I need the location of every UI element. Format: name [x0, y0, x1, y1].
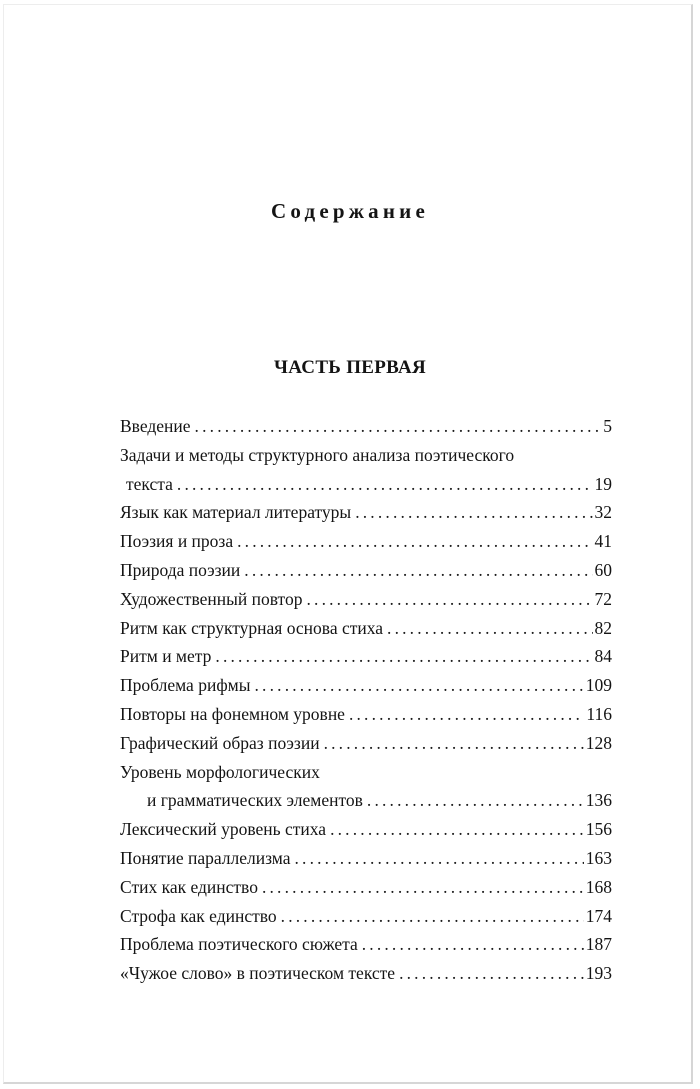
toc-entry-title: «Чужое слово» в поэтическом тексте [120, 963, 396, 984]
toc-dot-leader [244, 556, 592, 585]
toc-entry-title: Язык как материал литературы [120, 502, 352, 523]
toc-entry-title: Понятие параллелизма [120, 847, 291, 868]
part-title: ЧАСТЬ ПЕРВАЯ [273, 357, 426, 378]
toc-entry-title: Строфа как единство [120, 905, 277, 926]
toc-entry [120, 844, 612, 873]
toc-entry-title-line: Уровень морфологических [120, 761, 320, 782]
toc-dot-leader [195, 412, 602, 441]
toc-dot-leader [177, 470, 593, 499]
toc-dot-leader [237, 527, 592, 556]
toc-entry-title: Проблема рифмы [120, 675, 251, 696]
toc-page-number: 174 [585, 905, 612, 926]
toc-entry [120, 902, 612, 931]
toc-entry-title-line: Задачи и методы структурного анализа поэтического [120, 444, 515, 465]
toc-entry-title: Стих как единство [120, 876, 258, 897]
toc-entry [120, 729, 612, 758]
toc-page-number: 128 [585, 732, 612, 753]
toc-entry-title: Лексический уровень стиха [120, 819, 327, 840]
toc-page-number: 60 [594, 559, 612, 580]
toc-dot-leader [294, 844, 583, 873]
toc-dot-leader [330, 815, 584, 844]
toc-dot-leader [387, 614, 592, 643]
toc-dot-leader [306, 585, 592, 614]
toc-entry [120, 671, 612, 700]
toc-entry-title: Графический образ поэзии [120, 732, 320, 753]
toc-page-number: 41 [594, 531, 612, 552]
toc-entry [120, 642, 612, 671]
toc-page-number: 168 [585, 876, 612, 897]
toc-page-number: 136 [585, 790, 612, 811]
toc-entry [120, 786, 612, 815]
toc-page-number: 187 [585, 934, 612, 955]
toc-dot-leader [255, 671, 584, 700]
toc-entry [120, 556, 612, 585]
toc-entry [120, 959, 612, 988]
toc-entry-title: Введение [120, 416, 191, 436]
toc-page-number: 109 [585, 675, 612, 696]
toc-entry-title: Ритм и метр [120, 646, 212, 667]
toc-dot-leader [324, 729, 584, 758]
toc-entry-title: Поэзия и проза [120, 531, 234, 552]
toc-page-number: 32 [594, 502, 612, 523]
toc-entry-title: Повторы на фонемном уровне [120, 703, 345, 724]
toc-dot-leader [367, 786, 584, 815]
toc-entry [120, 498, 612, 527]
toc-entry [120, 470, 612, 499]
toc-entry [120, 614, 612, 643]
toc-entry-title: Проблема поэтического сюжета [120, 934, 358, 955]
contents-heading: Содержание [271, 199, 429, 223]
toc-entry [120, 930, 612, 959]
toc-dot-leader [355, 498, 592, 527]
toc-dot-leader [215, 642, 592, 671]
toc-entry [120, 412, 612, 441]
toc-page-number: 5 [603, 416, 612, 436]
toc-dot-leader [349, 700, 584, 729]
table-of-contents [120, 412, 612, 988]
toc-page-number: 84 [594, 646, 612, 667]
toc-page-number: 82 [594, 617, 612, 638]
toc-page-number: 72 [594, 588, 612, 609]
toc-entry [120, 527, 612, 556]
toc-entry [120, 585, 612, 614]
toc-entry-title: текста [126, 473, 173, 494]
toc-dot-leader [362, 930, 584, 959]
toc-page-number: 19 [594, 473, 612, 494]
toc-page-number: 156 [585, 819, 612, 840]
toc-entry [120, 873, 612, 902]
toc-page-number: 163 [585, 847, 612, 868]
toc-entry-title: Художественный повтор [120, 588, 303, 609]
toc-dot-leader [281, 902, 584, 931]
toc-page-number: 116 [586, 703, 612, 724]
toc-dot-leader [262, 873, 584, 902]
toc-dot-leader [399, 959, 584, 988]
toc-entry [120, 815, 612, 844]
toc-entry-title: и грамматических элементов [147, 790, 363, 811]
toc-page-number: 193 [585, 963, 612, 984]
toc-entry [120, 700, 612, 729]
toc-entry-title: Природа поэзии [120, 559, 241, 580]
toc-entry-title: Ритм как структурная основа стиха [120, 617, 384, 638]
